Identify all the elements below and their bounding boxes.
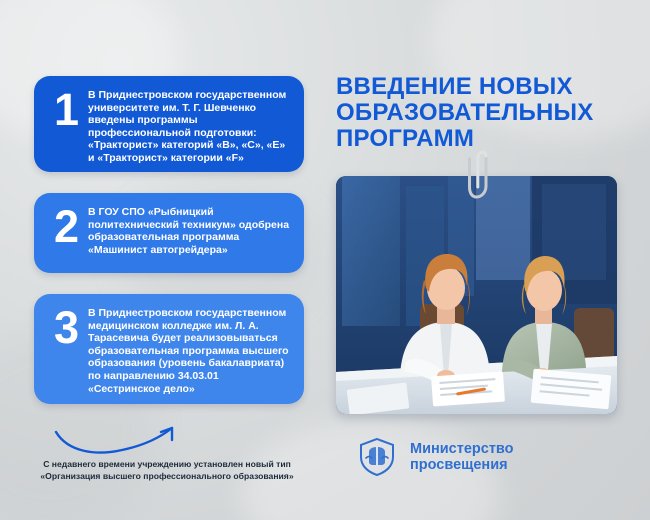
ministry-label-line-2: просвещения — [410, 457, 508, 473]
meeting-photo — [336, 176, 617, 414]
step-number: 2 — [53, 201, 79, 252]
paperclip-icon — [468, 150, 494, 202]
ministry-emblem-icon — [356, 436, 398, 478]
page-title-line-1: ВВЕДЕНИЕ НОВЫХ — [336, 73, 573, 100]
steps-list — [34, 76, 304, 425]
step-item-2 — [34, 193, 304, 273]
ministry-label-line-1: Министерство — [410, 441, 514, 457]
page-title — [336, 74, 626, 152]
page-title-line-3: ПРОГРАММ — [336, 125, 475, 152]
step-text: В Приднестровском государственном университете им. Т. Г. Шевченко введены программы профессиональной подготовки: «Тракторист» категорий «B», «C», «E» и «Тракторист» категории «F» — [88, 89, 287, 164]
page-title-line-2: ОБРАЗОВАТЕЛЬНЫХ — [336, 99, 594, 126]
step-text: В ГОУ СПО «Рыбницкий политехнический техникум» одобрена образовательная программа «Машинист автогрейдера» — [88, 206, 290, 256]
step-item-1 — [34, 76, 304, 172]
curved-arrow-icon — [52, 424, 192, 458]
ministry-label — [410, 441, 514, 473]
ministry-logo — [356, 436, 514, 478]
meeting-photo-illustration — [336, 176, 617, 414]
step-number: 1 — [53, 84, 79, 135]
footer-note-line-1: С недавнего времени учреждению установлен новый тип — [43, 459, 291, 469]
step-text: В Приднестровском государственном медицинском колледже им. Л. А. Тарасевича будет реализовываться образовательная программа высшего образования (уровень бакалавриата) по направлению 34.03.01 «Сестринское дело» — [88, 307, 289, 395]
step-number: 3 — [53, 302, 79, 353]
footer-note — [24, 459, 310, 482]
step-item-3 — [34, 294, 304, 404]
footer-note-line-2: «Организация высшего профессионального образования» — [40, 470, 294, 481]
